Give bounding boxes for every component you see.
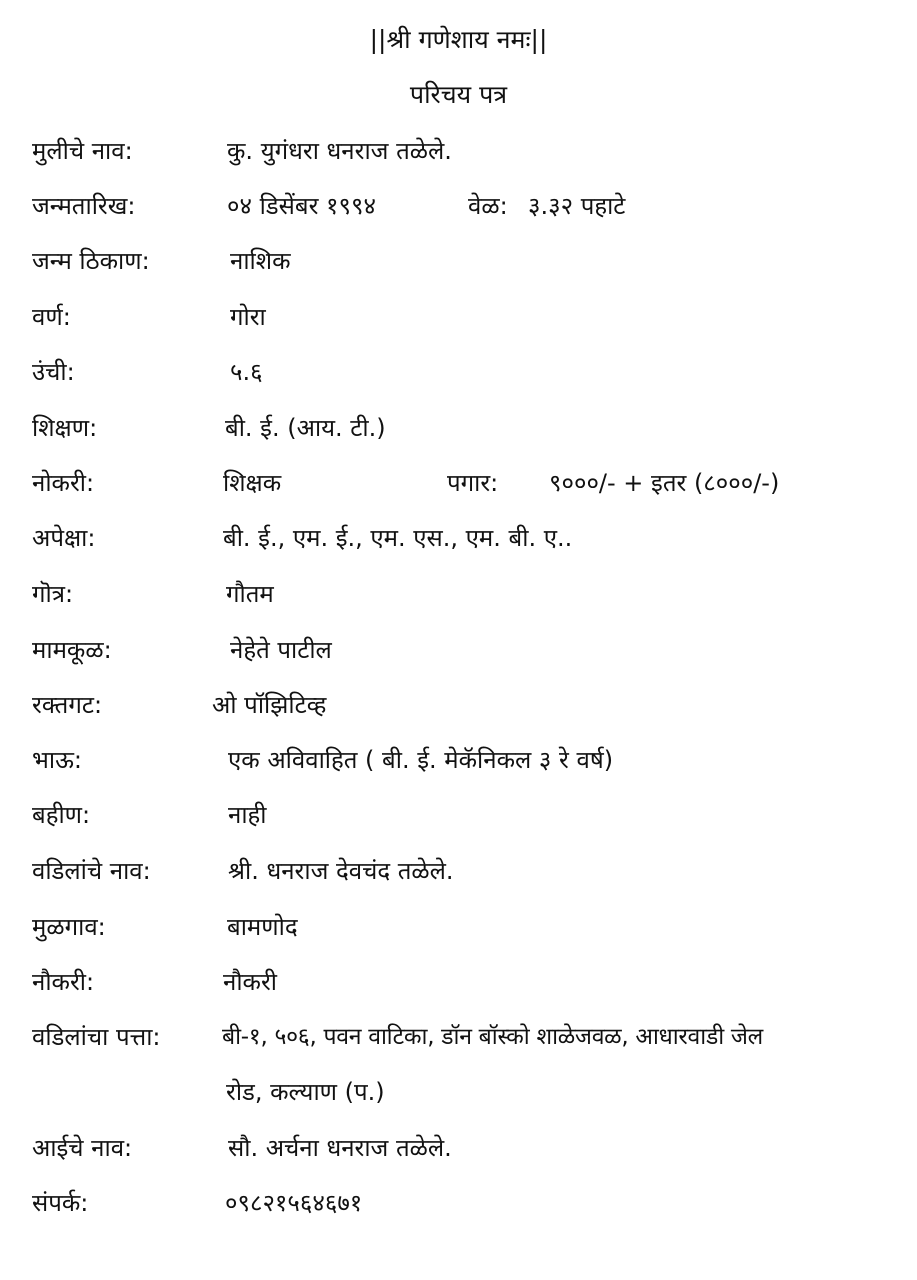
field-value: गौतम	[226, 580, 274, 608]
field-value: बी-१, ५०६, पवन वाटिका, डॉन बॉस्को शाळेजवळ, आधारवाडी जेल	[222, 1024, 763, 1050]
field-value: ओ पॉझिटिव्ह	[212, 691, 327, 719]
field-label: अपेक्षा:	[32, 524, 96, 552]
field-value: ५.६	[230, 358, 263, 386]
field-value: श्री. धनराज देवचंद तळेले.	[228, 857, 454, 885]
field-label: वर्ण:	[32, 303, 71, 331]
field-label: मुलीचे नाव:	[32, 137, 133, 165]
birth-time-value: ३.३२ पहाटे	[528, 192, 626, 220]
field-label: शिक्षण:	[32, 414, 98, 442]
field-label: वडिलांचे नाव:	[32, 857, 151, 885]
field-label: नोकरी:	[32, 469, 95, 497]
field-label: भाऊ:	[32, 746, 83, 774]
field-label: मामकूळ:	[32, 636, 112, 664]
field-value: बामणोद	[227, 913, 298, 941]
field-label: बहीण:	[32, 801, 91, 829]
field-label: उंची:	[32, 358, 75, 386]
field-value: ०९८२१५६४६७१	[225, 1189, 363, 1217]
field-label: जन्मतारिख:	[32, 192, 136, 220]
field-value: नाशिक	[230, 247, 291, 275]
field-value: ०४ डिसेंबर १९९४	[227, 192, 376, 220]
field-label: जन्म ठिकाण:	[32, 247, 150, 275]
field-label: संपर्क:	[32, 1189, 89, 1217]
field-value: कु. युगंधरा धनराज तळेले.	[227, 137, 452, 165]
salary-label: पगार:	[447, 469, 499, 497]
field-label: आईचे नाव:	[32, 1134, 133, 1162]
document-title: परिचय पत्र	[409, 80, 508, 109]
invocation-heading: ||श्री गणेशाय नमः||	[369, 25, 548, 54]
salary-value: ९०००/- + इतर (८०००/-)	[549, 469, 780, 497]
field-value: सौ. अर्चना धनराज तळेले.	[228, 1134, 452, 1162]
field-label: मुळगाव:	[32, 913, 106, 941]
field-label: रक्तगट:	[32, 691, 103, 719]
field-value: गोरा	[230, 303, 266, 331]
birth-time-label: वेळ:	[468, 192, 508, 220]
field-value: शिक्षक	[223, 469, 282, 497]
field-value: एक अविवाहित ( बी. ई. मेकॅनिकल ३ रे वर्ष)	[228, 746, 614, 774]
field-value: बी. ई. (आय. टी.)	[225, 414, 386, 442]
field-label: नौकरी:	[32, 968, 95, 996]
field-label: वडिलांचा पत्ता:	[32, 1023, 161, 1051]
field-value: नेहेते पाटील	[230, 636, 332, 664]
field-value: बी. ई., एम. ई., एम. एस., एम. बी. ए..	[223, 524, 573, 552]
field-value: नौकरी	[223, 968, 277, 996]
field-value: नाही	[228, 801, 267, 829]
field-value-line2: रोड, कल्याण (प.)	[226, 1078, 385, 1106]
field-label: गॊत्र:	[32, 580, 74, 608]
